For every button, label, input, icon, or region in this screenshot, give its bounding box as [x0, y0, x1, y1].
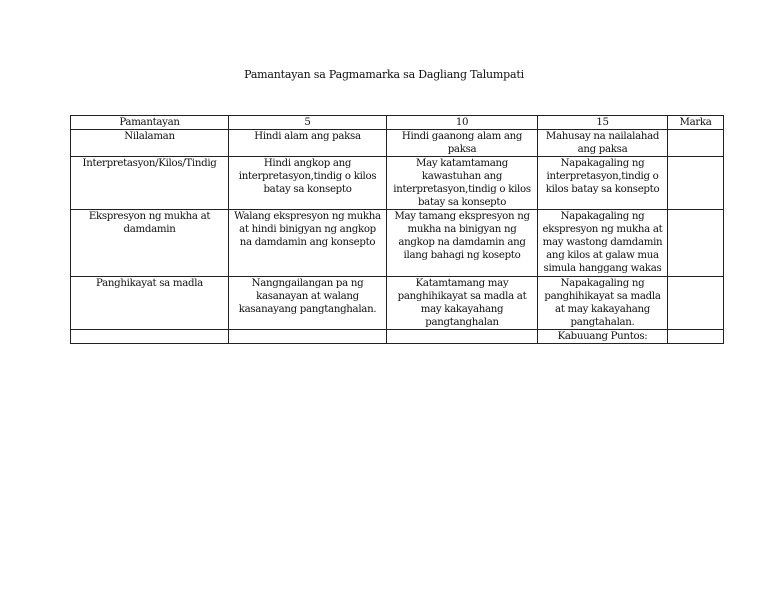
column-header: 10 [387, 116, 538, 130]
column-header: Marka [668, 116, 724, 130]
table-cell: Walang ekspresyon ng mukha at hindi binigyan ng angkop na damdamin ang konsepto [229, 210, 387, 277]
table-row [71, 210, 724, 277]
table-cell [668, 210, 724, 277]
table-cell [387, 330, 538, 344]
page-title: Pamantayan sa Pagmamarka sa Dagliang Talumpati [244, 68, 524, 81]
total-value [668, 330, 724, 344]
table-cell: Napakagaling ng ekspresyon ng mukha at may wastong damdamin ang kilos at galaw mua simula hanggang wakas [538, 210, 668, 277]
table-cell: Nangngailangan pa ng kasanayan at walang kasanayang pangtanghalan. [229, 277, 387, 330]
table-cell [229, 330, 387, 344]
table-cell: Interpretasyon/Kilos/Tindig [71, 157, 229, 210]
column-header: 5 [229, 116, 387, 130]
rubric-table [70, 115, 724, 344]
table-cell [668, 277, 724, 330]
table-cell: Napakagaling ng panghihikayat sa madla at may kakayahang pangtahalan. [538, 277, 668, 330]
table-cell [71, 330, 229, 344]
table-cell [668, 157, 724, 210]
table-row [71, 277, 724, 330]
table-row [71, 157, 724, 210]
table-cell: Napakagaling ng interpretasyon,tindig o kilos batay sa konsepto [538, 157, 668, 210]
table-cell: Hindi alam ang paksa [229, 130, 387, 157]
table-cell: May katamtamang kawastuhan ang interpretasyon,tindig o kilos batay sa konsepto [387, 157, 538, 210]
table-cell [668, 130, 724, 157]
column-header: Pamantayan [71, 116, 229, 130]
table-cell: Mahusay na nailalahad ang paksa [538, 130, 668, 157]
table-cell: Hindi gaanong alam ang paksa [387, 130, 538, 157]
table-cell: May tamang ekspresyon ng mukha na binigyan ng angkop na damdamin ang ilang bahagi ng kosepto [387, 210, 538, 277]
table-cell: Nilalaman [71, 130, 229, 157]
total-label: Kabuuang Puntos: [538, 330, 668, 344]
table-header-row [71, 116, 724, 130]
table-cell: Ekspresyon ng mukha at damdamin [71, 210, 229, 277]
table-cell: Panghikayat sa madla [71, 277, 229, 330]
table-row-total [71, 330, 724, 344]
table-cell: Hindi angkop ang interpretasyon,tindig o kilos batay sa konsepto [229, 157, 387, 210]
column-header: 15 [538, 116, 668, 130]
table-cell: Katamtamang may panghihikayat sa madla at may kakayahang pangtanghalan [387, 277, 538, 330]
table-row [71, 130, 724, 157]
